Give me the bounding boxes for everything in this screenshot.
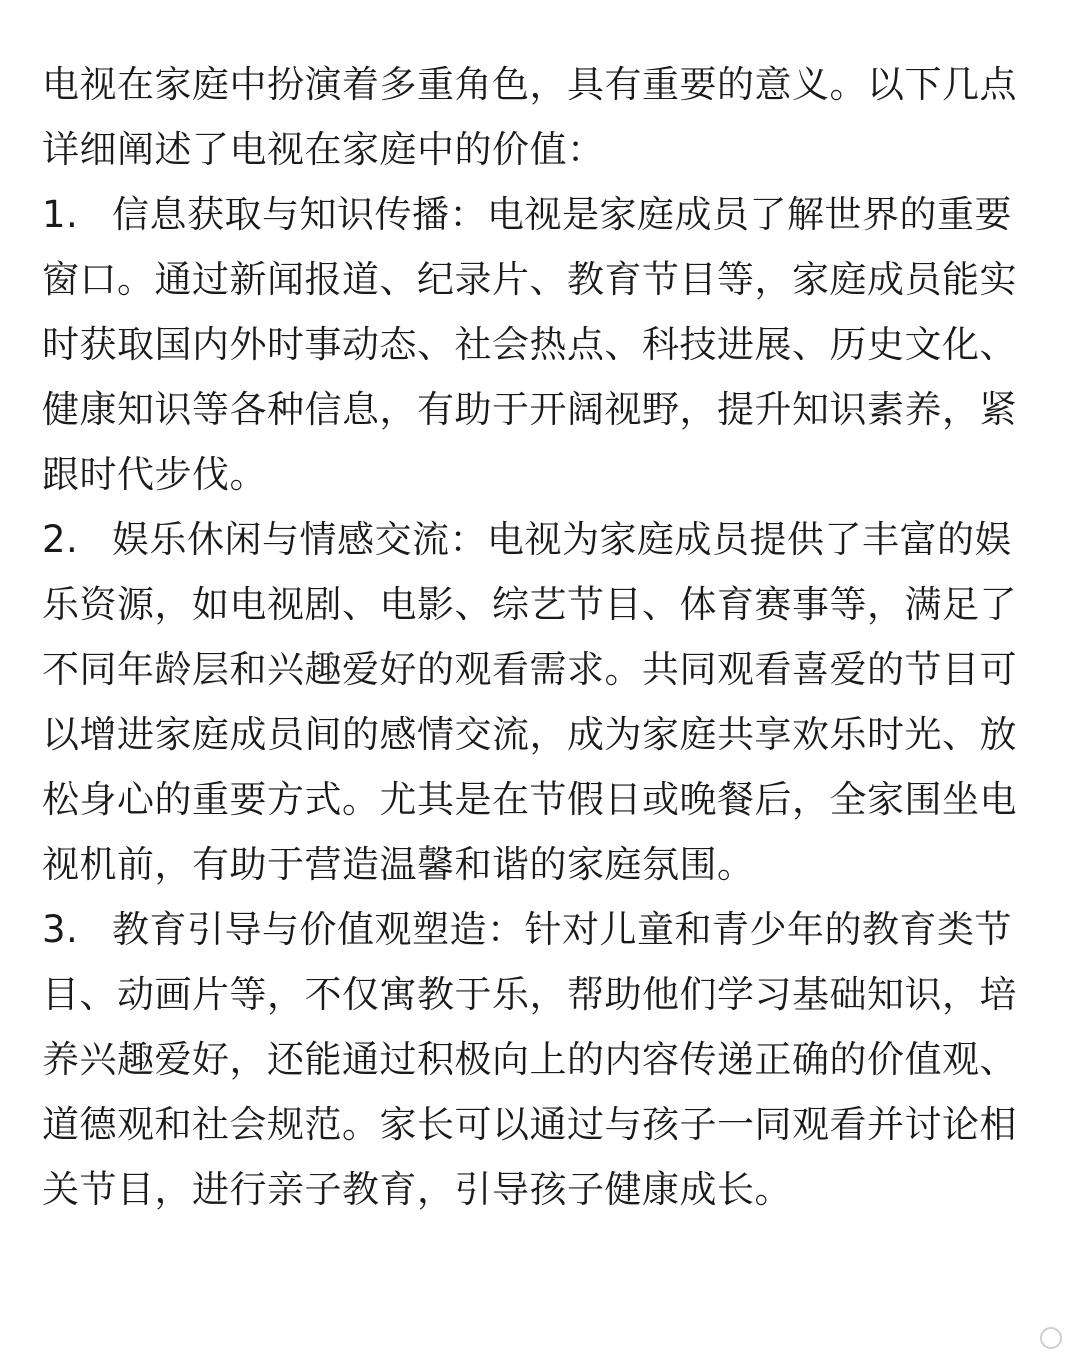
list-item-text: 信息获取与知识传播：电视是家庭成员了解世界的重要窗口。通过新闻报道、纪录片、教育节目等，家庭成员能实时获取国内外时事动态、社会热点、科技进展、历史文化、健康知识等各种信息，有助于开阔视野，提升知识素养，紧跟时代步伐。 [42,193,1017,496]
list-item-text: 教育引导与价值观塑造：针对儿童和青少年的教育类节目、动画片等，不仅寓教于乐，帮助他们学习基础知识，培养兴趣爱好，还能通过积极向上的内容传递正确的价值观、道德观和社会规范。家长可以通过与孩子一同观看并讨论相关节目，进行亲子教育，引导孩子健康成长。 [42,908,1017,1211]
list-item [42,182,1032,507]
list-item-number: 1. [42,193,79,236]
list-item-text: 娱乐休闲与情感交流：电视为家庭成员提供了丰富的娱乐资源，如电视剧、电影、综艺节目、体育赛事等，满足了不同年龄层和兴趣爱好的观看需求。共同观看喜爱的节目可以增进家庭成员间的感情交流，成为家庭共享欢乐时光、放松身心的重要方式。尤其是在节假日或晚餐后，全家围坐电视机前，有助于营造温馨和谐的家庭氛围。 [42,518,1017,886]
value-list [42,182,1032,1222]
list-item [42,507,1032,897]
watermark [1040,1327,1062,1349]
list-item-number: 3. [42,908,79,951]
intro-paragraph: 电视在家庭中扮演着多重角色，具有重要的意义。以下几点详细阐述了电视在家庭中的价值： [42,63,1017,171]
weibo-icon [1040,1327,1062,1349]
list-item-number: 2. [42,518,79,561]
article [42,52,1032,1222]
list-item [42,897,1032,1222]
